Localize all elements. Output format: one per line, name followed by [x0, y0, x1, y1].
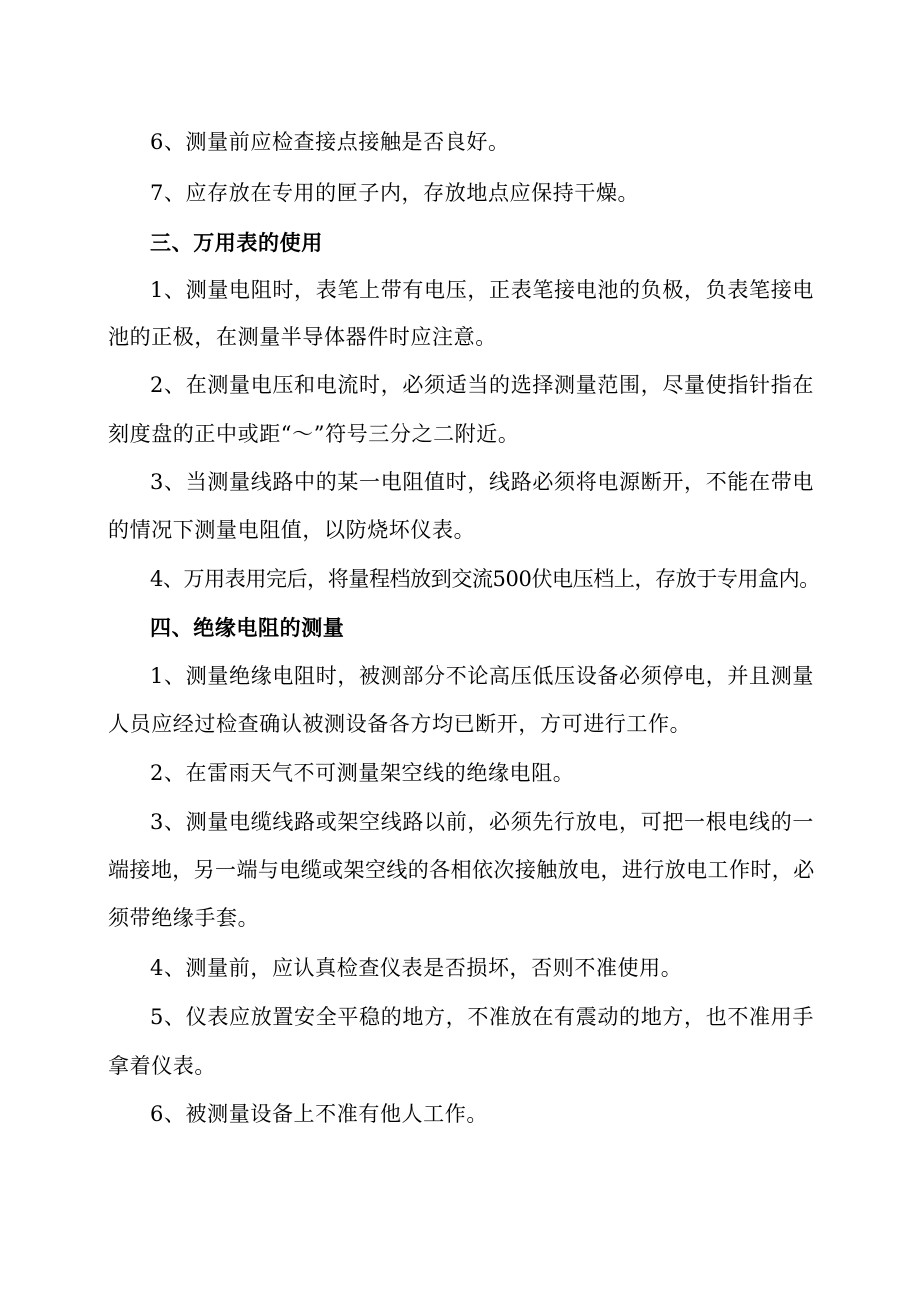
section-heading: 三、万用表的使用 [150, 230, 323, 255]
text-line: 4、测量前，应认真检查仪表是否损坏，否则不准使用。 [150, 956, 683, 980]
text-line: 2、在测量电压和电流时，必须适当的选择测量范围，尽量使指针指在 [150, 373, 814, 397]
text-line: 1、测量绝缘电阻时，被测部分不论高压低压设备必须停电，并且测量 [150, 664, 814, 688]
text-line: 须带绝缘手套。 [108, 906, 260, 930]
text-line: 6、被测量设备上不准有他人工作。 [150, 1102, 488, 1126]
text-line: 3、当测量线路中的某一电阻值时，线路必须将电源断开，不能在带电 [150, 470, 814, 494]
text-line: 2、在雷雨天气不可测量架空线的绝缘电阻。 [150, 761, 575, 785]
text-line: 池的正极，在测量半导体器件时应注意。 [108, 325, 497, 349]
section-heading: 四、绝缘电阻的测量 [150, 615, 345, 640]
text-line: 4、万用表用完后，将量程档放到交流500伏电压档上，存放于专用盒内。 [150, 567, 820, 591]
text-line: 6、测量前应检查接点接触是否良好。 [150, 130, 510, 154]
text-line: 端接地，另一端与电缆或架空线的各相依次接触放电，进行放电工作时，必 [108, 858, 814, 882]
text-line: 刻度盘的正中或距“～”符号三分之二附近。 [108, 422, 520, 446]
text-line: 1、测量电阻时，表笔上带有电压，正表笔接电池的负极，负表笔接电 [150, 278, 814, 302]
text-line: 的情况下测量电阻值，以防烧坏仪表。 [108, 518, 476, 542]
text-line: 3、测量电缆线路或架空线路以前，必须先行放电，可把一根电线的一 [150, 810, 814, 834]
text-line: 拿着仪表。 [108, 1054, 216, 1078]
text-line: 5、仪表应放置安全平稳的地方，不准放在有震动的地方，也不准用手 [150, 1005, 814, 1029]
text-line: 人员应经过检查确认被测设备各方均已断开，方可进行工作。 [108, 712, 692, 736]
text-line: 7、应存放在专用的匣子内，存放地点应保持干燥。 [150, 181, 640, 205]
